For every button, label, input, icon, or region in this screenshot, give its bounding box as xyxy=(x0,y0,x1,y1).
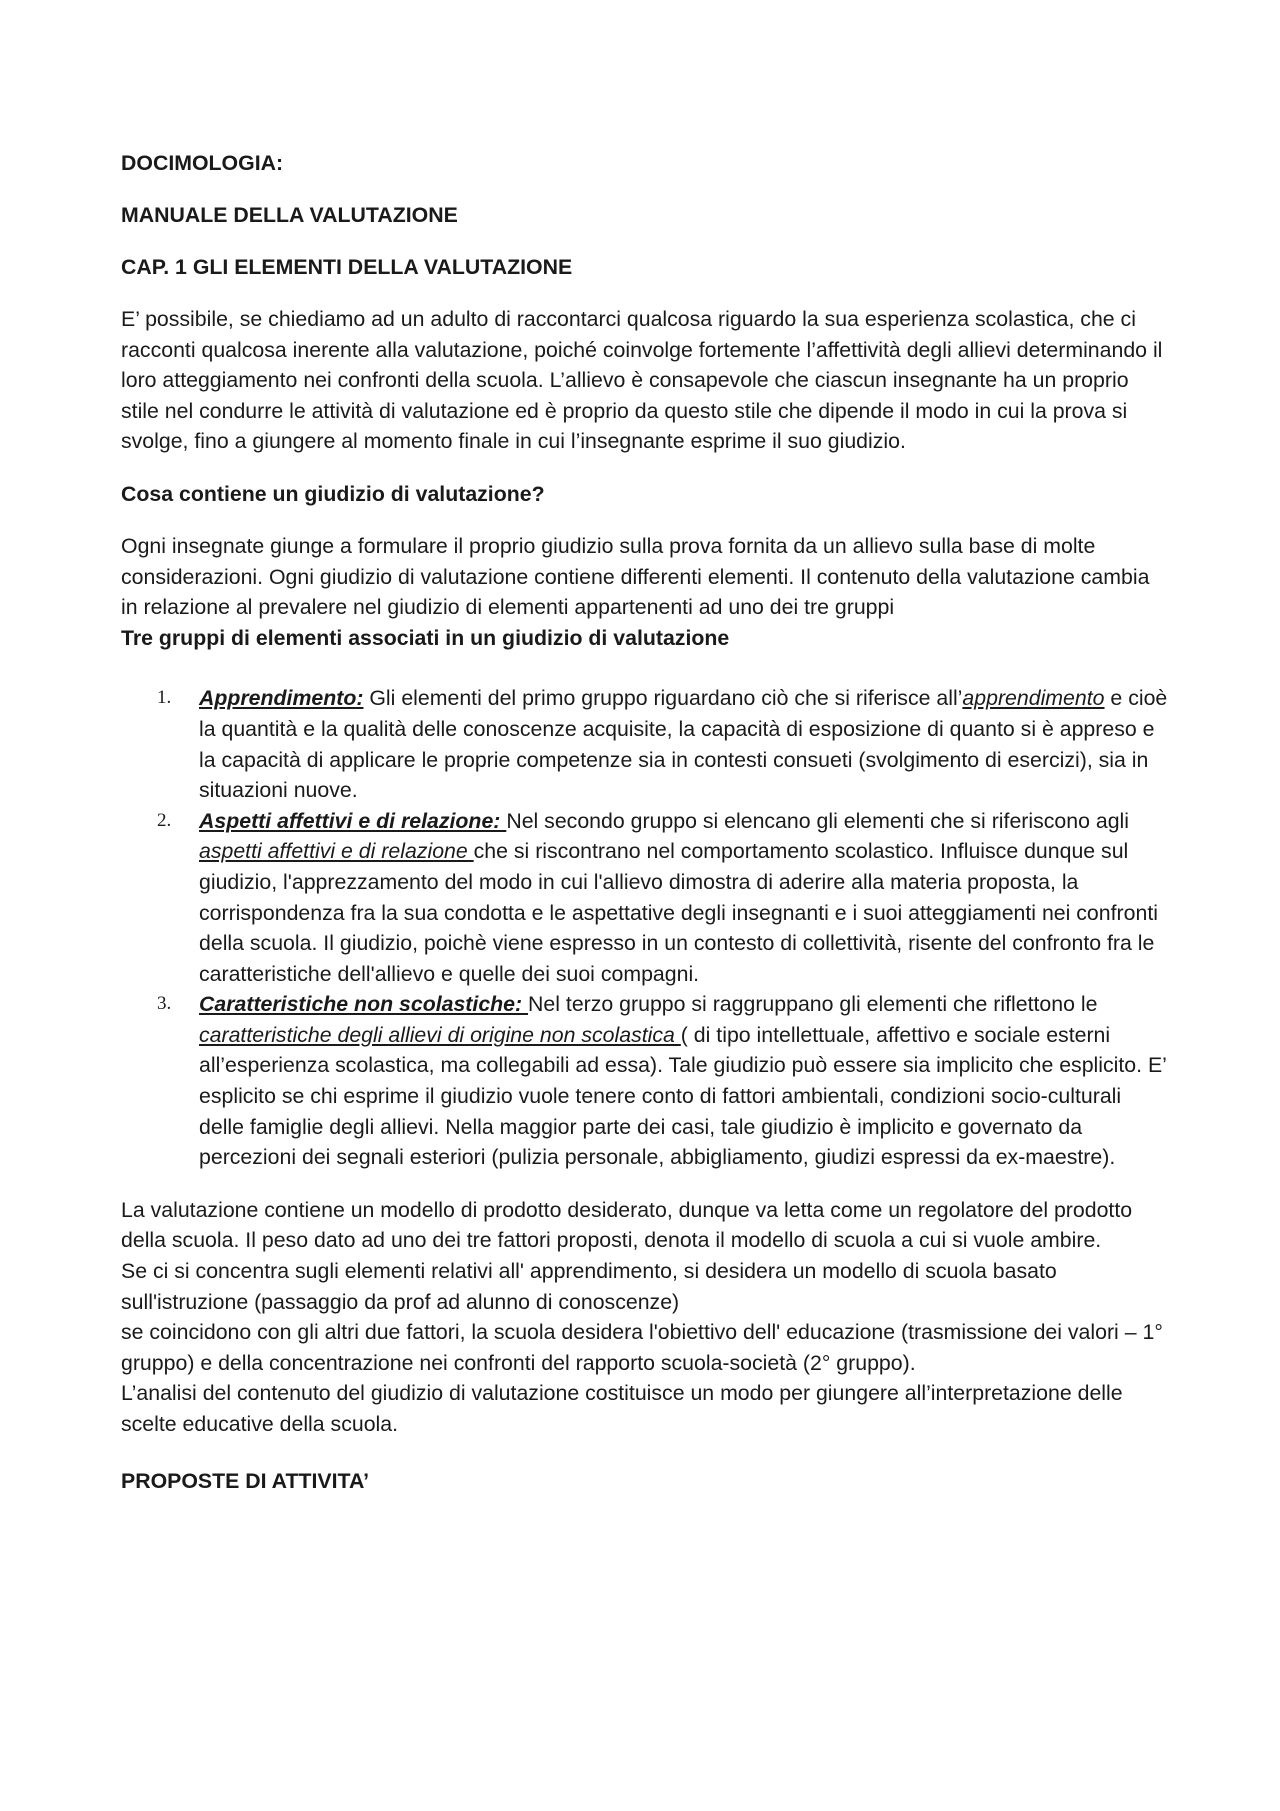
closing-paragraph: L’analisi del contenuto del giudizio di valutazione costituisce un modo per giungere all’interpretazione delle scelte educative della scuola. xyxy=(121,1381,1123,1436)
group-text: Gli elementi del primo gruppo riguardano ciò che si riferisce all’ xyxy=(363,686,963,711)
group-text: Nel secondo gruppo si elencano gli elementi che si riferiscono agli xyxy=(506,808,1130,833)
closing-paragraph: Se ci si concentra sugli elementi relativi all' apprendimento, si desidera un modello di scuola basato sull'istruzione (passaggio da prof ad alunno di conoscenze) xyxy=(121,1259,1057,1314)
group-text: che si riscontrano nel comportamento scolastico. Influisce dunque sul giudizio, l'apprezzamento del modo in cui l'allievo dimostra di aderire alla materia proposta, la corrispondenza fra la sua condotta e le aspettative degli insegnanti e i suoi atteggiamenti nei confronti della scuola. Il giudizio, poichè viene espresso in un contesto di collettività, risente del confronto fra le caratteristiche dell'allievo e quelle dei suoi compagni. xyxy=(199,839,1158,986)
list-number: 2. xyxy=(157,809,172,831)
group-text: Nel terzo gruppo si raggruppano gli elementi che riflettono le xyxy=(528,992,1098,1017)
closing-paragraph: La valutazione contiene un modello di prodotto desiderato, dunque va letta come un regolatore del prodotto della scuola. Il peso dato ad uno dei tre fattori proposti, denota il modello di scuola a cui si vuole ambire. xyxy=(121,1197,1133,1253)
closing-section xyxy=(121,1195,1171,1440)
document-title: DOCIMOLOGIA: xyxy=(121,151,284,175)
document-page xyxy=(121,148,1171,1496)
group-term: Caratteristiche non scolastiche: xyxy=(199,992,529,1017)
group-reference: caratteristiche degli allievi di origine non scolastica xyxy=(199,1022,681,1047)
list-item xyxy=(157,806,1171,990)
list-number: 1. xyxy=(157,687,172,709)
section-heading: PROPOSTE DI ATTIVITA’ xyxy=(121,1468,370,1493)
list-item xyxy=(157,989,1171,1173)
group-text: ( di tipo intellettuale, affettivo e sociale esterni all’esperienza scolastica, ma collegabili ad essa). Tale giudizio può essere sia implicito che esplicito. E’ esplicito se chi esprime il giudizio vuole tenere conto di fattori ambientali, condizioni socio-culturali delle famiglie degli allievi. Nella maggior parte dei casi, tale giudizio è implicito e governato da percezioni dei segnali esteriori (pulizia personale, abbigliamento, giudizi espressi da ex-maestre). xyxy=(199,1022,1167,1170)
list-item xyxy=(157,683,1171,805)
intro-paragraph: E’ possibile, se chiediamo ad un adulto di raccontarci qualcosa riguardo la sua esperienza scolastica, che ci racconti qualcosa inerente alla valutazione, poiché coinvolge fortemente l’affettività degli allievi determinando il loro atteggiamento nei confronti della scuola. L’allievo è consapevole che ciascun insegnante ha un proprio stile nel condurre le attività di valutazione ed è proprio da questo stile che dipende il modo in cui la prova si svolge, fino a giungere al momento finale in cui l’insegnante esprime il suo giudizio. xyxy=(121,307,1163,454)
closing-paragraph: se coincidono con gli altri due fattori, la scuola desidera l'obiettivo dell' educazione (trasmissione dei valori – 1° gruppo) e della concentrazione nei confronti del rapporto scuola-società (2° gruppo). xyxy=(121,1320,1163,1375)
group-text: e cioè la quantità e la qualità delle conoscenze acquisite, la capacità di esposizione di quanto si è appreso e la capacità di applicare le proprie competenze sia in contesti consueti (svolgimento di esercizi), sia in situazioni nuove. xyxy=(199,686,1168,803)
groups-heading: Tre gruppi di elementi associati in un giudizio di valutazione xyxy=(121,625,730,650)
chapter-heading: CAP. 1 GLI ELEMENTI DELLA VALUTAZIONE xyxy=(121,255,573,279)
group-term: Apprendimento: xyxy=(199,686,364,711)
list-number: 3. xyxy=(157,993,172,1015)
group-reference: aspetti affettivi e di relazione xyxy=(199,839,474,864)
answer-paragraph: Ogni insegnate giunge a formulare il proprio giudizio sulla prova fornita da un allievo sulla base di molte considerazioni. Ogni giudizio di valutazione contiene differenti elementi. Il contenuto della valutazione cambia in relazione al prevalere nel giudizio di elementi appartenenti ad uno dei tre gruppi xyxy=(121,533,1150,620)
groups-list xyxy=(121,683,1171,1173)
group-term: Aspetti affettivi e di relazione: xyxy=(199,808,507,833)
document-subtitle: MANUALE DELLA VALUTAZIONE xyxy=(121,203,458,227)
question-heading: Cosa contiene un giudizio di valutazione? xyxy=(121,481,545,506)
group-reference: apprendimento xyxy=(962,686,1105,711)
